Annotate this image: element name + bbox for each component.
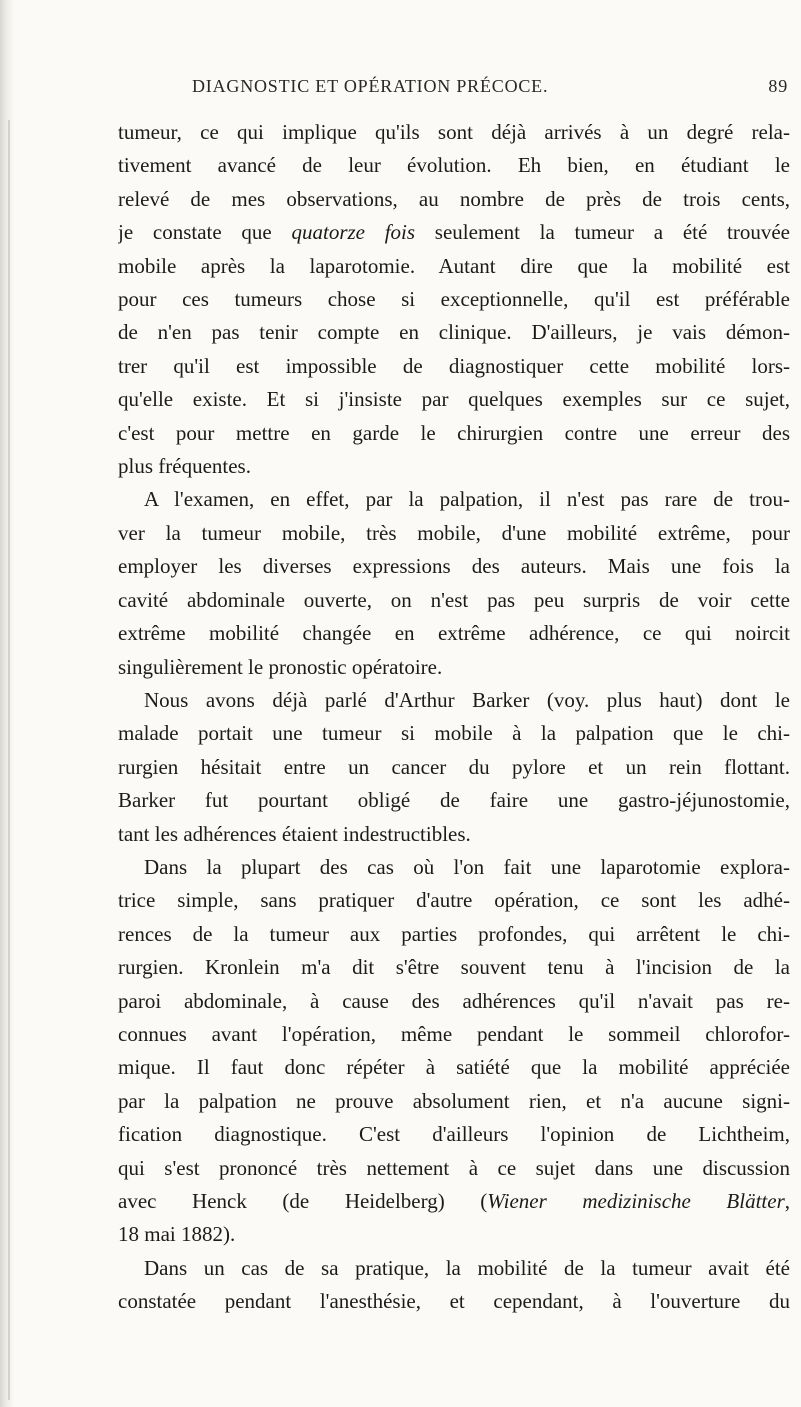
- page-number: 89: [768, 76, 788, 96]
- text-line: pour ces tumeurs chose si exceptionnelle, qu'il est préférable: [118, 287, 790, 312]
- binding-edge-line: [8, 120, 10, 1400]
- text-line: tivement avancé de leur évolution. Eh bien, en étudiant le: [118, 153, 790, 178]
- text-line: 18 mai 1882).: [118, 1222, 236, 1247]
- text-line: tant les adhérences étaient indestructibles.: [118, 821, 471, 846]
- text-line: trer qu'il est impossible de diagnostiquer cette mobilité lors-: [118, 353, 790, 378]
- text-line: mobile après la laparotomie. Autant dire que la mobilité est: [118, 253, 790, 278]
- book-page: [118, 70, 790, 1319]
- running-title: DIAGNOSTIC ET OPÉRATION PRÉCOCE.: [192, 76, 549, 96]
- text-line: Nous avons déjà parlé d'Arthur Barker (voy. plus haut) dont le: [144, 687, 790, 712]
- italic-text: Wiener medizinische Blätter: [487, 1189, 785, 1213]
- binding-shadow: [0, 0, 14, 1407]
- text-line: constatée pendant l'anesthésie, et cependant, à l'ouverture du: [118, 1289, 790, 1314]
- text-line: qui s'est prononcé très nettement à ce sujet dans une discussion: [118, 1155, 790, 1180]
- text-line: Barker fut pourtant obligé de faire une gastro-jéjunostomie,: [118, 788, 790, 813]
- text-line: rences de la tumeur aux parties profondes, qui arrêtent le chi-: [118, 921, 790, 946]
- italic-text: quatorze fois: [291, 220, 416, 245]
- text-segment: avec Henck (de Heidelberg) (: [118, 1189, 488, 1213]
- text-line: extrême mobilité changée en extrême adhérence, ce qui noircit: [118, 621, 790, 646]
- paragraph: [118, 851, 790, 1252]
- body-text: [118, 116, 790, 1319]
- text-line: plus fréquentes.: [118, 454, 251, 479]
- text-line: fication diagnostique. C'est d'ailleurs l'opinion de Lichtheim,: [118, 1122, 790, 1147]
- paragraph: [118, 1252, 790, 1319]
- text-line: cavité abdominale ouverte, on n'est pas peu surpris de voir cette: [118, 587, 790, 612]
- text-line: [118, 1185, 790, 1218]
- text-segment: ,: [784, 1189, 790, 1213]
- text-line: par la palpation ne prouve absolument rien, et n'a aucune signi-: [118, 1088, 790, 1113]
- text-line: de n'en pas tenir compte en clinique. D'ailleurs, je vais démon-: [118, 320, 790, 345]
- text-line: paroi abdominale, à cause des adhérences qu'il n'avait pas re-: [118, 988, 790, 1013]
- text-line: mique. Il faut donc répéter à satiété que la mobilité appréciée: [118, 1055, 790, 1080]
- text-line: A l'examen, en effet, par la palpation, il n'est pas rare de trou-: [144, 487, 790, 512]
- paragraph: [118, 684, 790, 851]
- text-line: tumeur, ce qui implique qu'ils sont déjà arrivés à un degré rela-: [118, 120, 790, 144]
- text-segment: seulement la tumeur a été trouvée: [415, 220, 790, 245]
- text-line: employer les diverses expressions des auteurs. Mais une fois la: [118, 554, 790, 579]
- text-segment: je constate que: [118, 220, 292, 245]
- text-line: relevé de mes observations, au nombre de près de trois cents,: [118, 186, 790, 211]
- text-line: Dans la plupart des cas où l'on fait une laparotomie explora-: [144, 854, 790, 879]
- text-line: singulièrement le pronostic opératoire.: [118, 654, 443, 679]
- text-line: Dans un cas de sa pratique, la mobilité de la tumeur avait été: [144, 1255, 790, 1280]
- text-line: malade portait une tumeur si mobile à la palpation que le chi-: [118, 721, 790, 746]
- text-line: connues avant l'opération, même pendant le sommeil chlorofor-: [118, 1021, 790, 1046]
- text-line: rurgien. Kronlein m'a dit s'être souvent tenu à l'incision de la: [118, 955, 790, 980]
- text-line: rurgien hésitait entre un cancer du pylore et un rein flottant.: [118, 754, 790, 779]
- paragraph: [118, 116, 790, 483]
- running-header: [118, 70, 790, 110]
- text-line: qu'elle existe. Et si j'insiste par quelques exemples sur ce sujet,: [118, 387, 790, 412]
- text-line: ver la tumeur mobile, très mobile, d'une mobilité extrême, pour: [118, 520, 790, 545]
- paragraph: [118, 483, 790, 683]
- text-line: c'est pour mettre en garde le chirurgien contre une erreur des: [118, 420, 790, 445]
- text-line: trice simple, sans pratiquer d'autre opération, ce sont les adhé-: [118, 888, 790, 913]
- text-line: [118, 216, 790, 249]
